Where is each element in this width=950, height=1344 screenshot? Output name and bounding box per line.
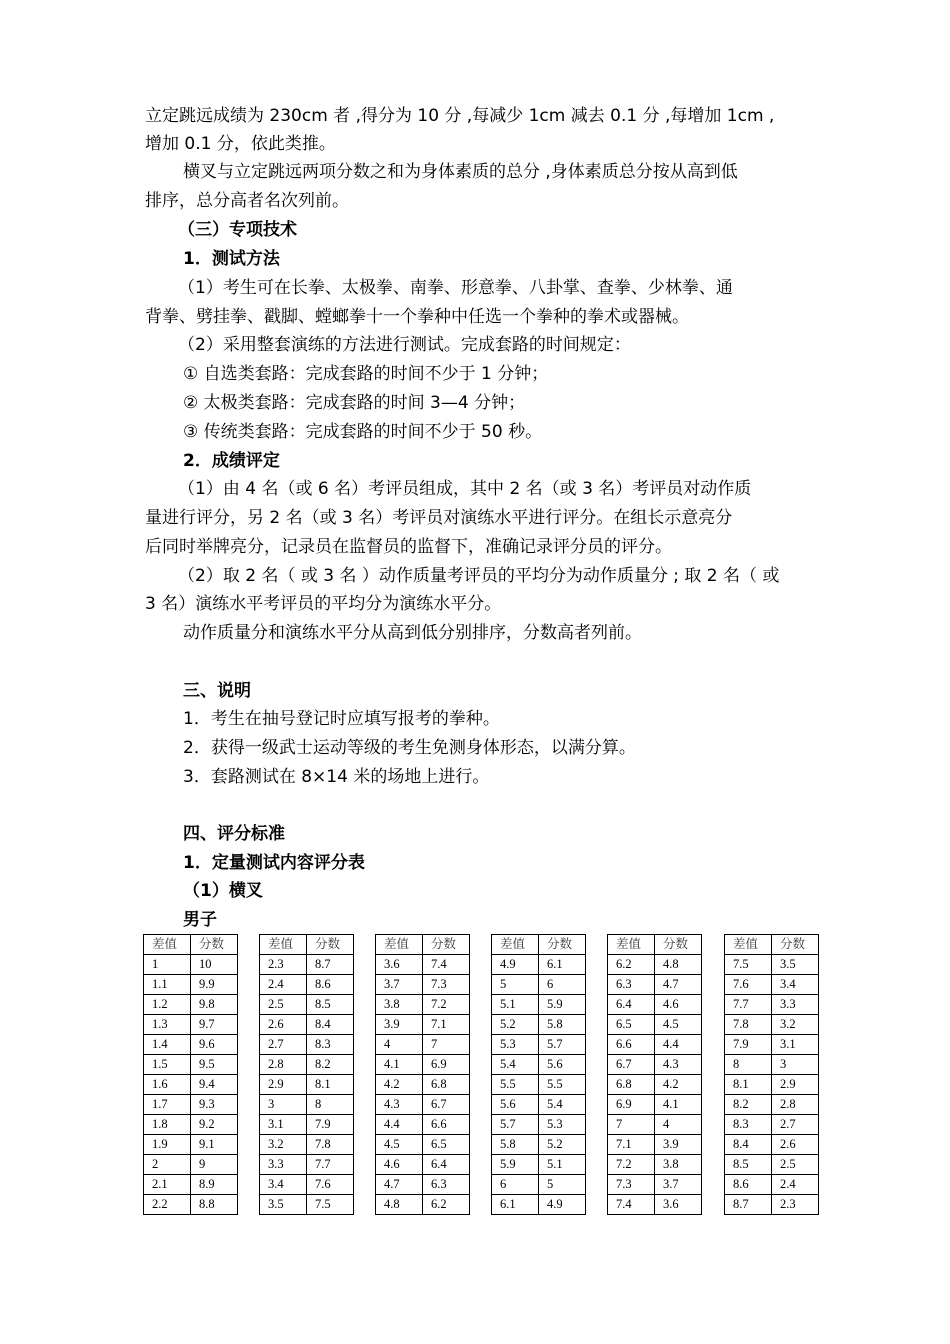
- header-diff: 差值: [376, 935, 423, 955]
- table-row: [725, 1115, 819, 1135]
- header-score: 分数: [539, 935, 586, 955]
- cell-score: 5.2: [539, 1135, 586, 1155]
- cell-score: 4: [655, 1115, 702, 1135]
- cell-score: 5.5: [539, 1075, 586, 1095]
- cell-diff: 3.6: [376, 955, 423, 975]
- cell-diff: 1.5: [144, 1055, 191, 1075]
- header-diff: 差值: [725, 935, 772, 955]
- cell-score: 3.1: [772, 1035, 819, 1055]
- cell-score: 5.3: [539, 1115, 586, 1135]
- table-header-row: [492, 935, 586, 955]
- cell-score: 9.6: [191, 1035, 238, 1055]
- cell-diff: 5.9: [492, 1155, 539, 1175]
- cell-score: 7.6: [307, 1175, 354, 1195]
- table-row: [376, 1015, 470, 1035]
- table-row: [608, 975, 702, 995]
- cell-diff: 7.1: [608, 1135, 655, 1155]
- table-row: [725, 975, 819, 995]
- cell-diff: 1.3: [144, 1015, 191, 1035]
- table-row: [725, 1075, 819, 1095]
- cell-score: 3.5: [772, 955, 819, 975]
- cell-diff: 6.5: [608, 1015, 655, 1035]
- header-diff: 差值: [144, 935, 191, 955]
- cell-score: 10: [191, 955, 238, 975]
- cell-diff: 1.6: [144, 1075, 191, 1095]
- cell-diff: 3.1: [260, 1115, 307, 1135]
- cell-diff: 4.6: [376, 1155, 423, 1175]
- cell-score: 3.2: [772, 1015, 819, 1035]
- cell-score: 7.4: [423, 955, 470, 975]
- table-row: [376, 1195, 470, 1215]
- paragraph-line: （1）考生可在长拳、太极拳、南拳、形意拳、八卦掌、查拳、少林拳、通: [178, 278, 733, 298]
- header-diff: 差值: [608, 935, 655, 955]
- paragraph-line: 排序，总分高者名次列前。: [145, 191, 349, 211]
- cell-score: 2.9: [772, 1075, 819, 1095]
- subsection-heading: （1）横叉: [183, 881, 263, 901]
- table-row: [492, 1035, 586, 1055]
- cell-score: 3.6: [655, 1195, 702, 1215]
- paragraph-line: 背拳、劈挂拳、戳脚、螳螂拳十一个拳种中任选一个拳种的拳术或器械。: [145, 307, 689, 327]
- score-table: [143, 934, 238, 1215]
- table-row: [608, 1095, 702, 1115]
- cell-diff: 6.8: [608, 1075, 655, 1095]
- cell-score: 9.7: [191, 1015, 238, 1035]
- table-row: [144, 1135, 238, 1155]
- table-row: [260, 1115, 354, 1135]
- cell-score: 9.3: [191, 1095, 238, 1115]
- cell-score: 7.8: [307, 1135, 354, 1155]
- cell-diff: 7: [608, 1115, 655, 1135]
- cell-diff: 8.2: [725, 1095, 772, 1115]
- cell-diff: 6.6: [608, 1035, 655, 1055]
- table-row: [144, 995, 238, 1015]
- cell-diff: 4.2: [376, 1075, 423, 1095]
- table-header-row: [260, 935, 354, 955]
- cell-diff: 1.1: [144, 975, 191, 995]
- cell-score: 3: [772, 1055, 819, 1075]
- cell-score: 5.9: [539, 995, 586, 1015]
- header-score: 分数: [655, 935, 702, 955]
- cell-score: 5.6: [539, 1055, 586, 1075]
- cell-diff: 2.7: [260, 1035, 307, 1055]
- cell-diff: 2: [144, 1155, 191, 1175]
- paragraph-line: 3 名）演练水平考评员的平均分为演练水平分。: [145, 594, 502, 614]
- cell-diff: 3.8: [376, 995, 423, 1015]
- cell-score: 6.9: [423, 1055, 470, 1075]
- table-header-row: [725, 935, 819, 955]
- cell-diff: 2.6: [260, 1015, 307, 1035]
- cell-diff: 5.6: [492, 1095, 539, 1115]
- cell-score: 5: [539, 1175, 586, 1195]
- table-row: [725, 1135, 819, 1155]
- table-row: [608, 1075, 702, 1095]
- cell-diff: 1.7: [144, 1095, 191, 1115]
- cell-diff: 6.2: [608, 955, 655, 975]
- cell-diff: 5.1: [492, 995, 539, 1015]
- cell-diff: 7.2: [608, 1155, 655, 1175]
- score-table: [607, 934, 702, 1215]
- cell-diff: 2.3: [260, 955, 307, 975]
- table-row: [492, 1195, 586, 1215]
- paragraph-line: 量进行评分，另 2 名（或 3 名）考评员对演练水平进行评分。在组长示意亮分: [145, 508, 733, 528]
- cell-score: 3.4: [772, 975, 819, 995]
- cell-diff: 1.9: [144, 1135, 191, 1155]
- cell-diff: 2.4: [260, 975, 307, 995]
- cell-diff: 3.5: [260, 1195, 307, 1215]
- cell-score: 6.3: [423, 1175, 470, 1195]
- cell-diff: 8.7: [725, 1195, 772, 1215]
- cell-diff: 3.9: [376, 1015, 423, 1035]
- table-row: [260, 955, 354, 975]
- cell-diff: 2.1: [144, 1175, 191, 1195]
- table-row: [260, 975, 354, 995]
- table-row: [608, 1155, 702, 1175]
- cell-diff: 1.4: [144, 1035, 191, 1055]
- cell-diff: 6.4: [608, 995, 655, 1015]
- table-row: [260, 995, 354, 1015]
- cell-diff: 7.9: [725, 1035, 772, 1055]
- table-row: [144, 1115, 238, 1135]
- paragraph-line: 增加 0.1 分，依此类推。: [145, 134, 336, 154]
- table-row: [260, 1095, 354, 1115]
- cell-diff: 3.4: [260, 1175, 307, 1195]
- score-table: [724, 934, 819, 1215]
- cell-score: 2.8: [772, 1095, 819, 1115]
- table-row: [376, 1075, 470, 1095]
- cell-score: 9.8: [191, 995, 238, 1015]
- table-row: [608, 955, 702, 975]
- table-row: [144, 1015, 238, 1035]
- cell-diff: 5.7: [492, 1115, 539, 1135]
- table-row: [608, 1195, 702, 1215]
- table-row: [376, 1155, 470, 1175]
- cell-score: 4.5: [655, 1015, 702, 1035]
- cell-diff: 1.8: [144, 1115, 191, 1135]
- table-row: [492, 1095, 586, 1115]
- cell-diff: 7.4: [608, 1195, 655, 1215]
- paragraph-line: 立定跳远成绩为 230cm 者 ,得分为 10 分 ,每减少 1cm 减去 0.1 分 ,每增加 1cm ,: [145, 106, 775, 126]
- cell-diff: 2.8: [260, 1055, 307, 1075]
- table-row: [608, 1015, 702, 1035]
- cell-diff: 4.5: [376, 1135, 423, 1155]
- cell-score: 5.8: [539, 1015, 586, 1035]
- cell-score: 9: [191, 1155, 238, 1175]
- cell-score: 6.6: [423, 1115, 470, 1135]
- cell-diff: 7.6: [725, 975, 772, 995]
- table-row: [376, 1055, 470, 1075]
- cell-diff: 6.9: [608, 1095, 655, 1115]
- table-caption: 男子: [183, 910, 217, 930]
- table-row: [376, 975, 470, 995]
- table-header-row: [376, 935, 470, 955]
- cell-diff: 8.4: [725, 1135, 772, 1155]
- table-row: [376, 1175, 470, 1195]
- cell-diff: 7.3: [608, 1175, 655, 1195]
- cell-score: 6.5: [423, 1135, 470, 1155]
- table-row: [144, 1055, 238, 1075]
- table-row: [492, 955, 586, 975]
- cell-score: 4.9: [539, 1195, 586, 1215]
- cell-diff: 4: [376, 1035, 423, 1055]
- score-table-block: [259, 934, 354, 1215]
- cell-score: 6.7: [423, 1095, 470, 1115]
- cell-score: 2.6: [772, 1135, 819, 1155]
- cell-diff: 5: [492, 975, 539, 995]
- table-row: [492, 1155, 586, 1175]
- cell-score: 8.6: [307, 975, 354, 995]
- cell-score: 2.5: [772, 1155, 819, 1175]
- score-table: [259, 934, 354, 1215]
- paragraph-line: （2）取 2 名（ 或 3 名 ）动作质量考评员的平均分为动作质量分 ; 取 2 名（ 或: [178, 566, 780, 586]
- header-diff: 差值: [260, 935, 307, 955]
- cell-diff: 8: [725, 1055, 772, 1075]
- cell-score: 5.7: [539, 1035, 586, 1055]
- table-row: [725, 1175, 819, 1195]
- table-row: [260, 1035, 354, 1055]
- cell-score: 7.3: [423, 975, 470, 995]
- list-item: ① 自选类套路：完成套路的时间不少于 1 分钟；: [183, 364, 549, 384]
- table-row: [376, 1135, 470, 1155]
- paragraph-line: 后同时举牌亮分，记录员在监督员的监督下，准确记录评分员的评分。: [145, 537, 672, 557]
- cell-diff: 6.7: [608, 1055, 655, 1075]
- cell-score: 7.9: [307, 1115, 354, 1135]
- cell-diff: 3.7: [376, 975, 423, 995]
- cell-diff: 6: [492, 1175, 539, 1195]
- cell-score: 7: [423, 1035, 470, 1055]
- score-table-block: [375, 934, 470, 1215]
- score-table: [491, 934, 586, 1215]
- cell-score: 3.9: [655, 1135, 702, 1155]
- cell-diff: 5.5: [492, 1075, 539, 1095]
- table-row: [492, 995, 586, 1015]
- table-row: [492, 975, 586, 995]
- cell-diff: 1.2: [144, 995, 191, 1015]
- cell-score: 9.2: [191, 1115, 238, 1135]
- table-row: [492, 1135, 586, 1155]
- paragraph-line: 动作质量分和演练水平分从高到低分别排序，分数高者列前。: [183, 623, 642, 643]
- cell-diff: 2.5: [260, 995, 307, 1015]
- cell-diff: 3.3: [260, 1155, 307, 1175]
- cell-diff: 7.8: [725, 1015, 772, 1035]
- cell-score: 4.2: [655, 1075, 702, 1095]
- cell-diff: 1: [144, 955, 191, 975]
- cell-score: 4.6: [655, 995, 702, 1015]
- cell-diff: 8.6: [725, 1175, 772, 1195]
- cell-score: 8.1: [307, 1075, 354, 1095]
- cell-diff: 7.7: [725, 995, 772, 1015]
- table-row: [725, 1055, 819, 1075]
- table-row: [725, 1015, 819, 1035]
- cell-diff: 5.8: [492, 1135, 539, 1155]
- table-row: [376, 955, 470, 975]
- table-row: [725, 1035, 819, 1055]
- table-row: [376, 995, 470, 1015]
- cell-diff: 5.3: [492, 1035, 539, 1055]
- table-row: [608, 1135, 702, 1155]
- cell-score: 8.4: [307, 1015, 354, 1035]
- list-item: ② 太极类套路：完成套路的时间 3—4 分钟；: [183, 393, 526, 413]
- cell-score: 9.9: [191, 975, 238, 995]
- cell-score: 2.4: [772, 1175, 819, 1195]
- subsection-heading: 1．测试方法: [183, 249, 280, 269]
- cell-score: 8.8: [191, 1195, 238, 1215]
- cell-score: 7.2: [423, 995, 470, 1015]
- cell-diff: 4.3: [376, 1095, 423, 1115]
- cell-score: 6.2: [423, 1195, 470, 1215]
- score-table-block: [491, 934, 586, 1215]
- cell-diff: 8.1: [725, 1075, 772, 1095]
- cell-score: 6.1: [539, 955, 586, 975]
- table-row: [376, 1115, 470, 1135]
- cell-score: 5.4: [539, 1095, 586, 1115]
- table-row: [608, 1035, 702, 1055]
- list-item: 3．套路测试在 8×14 米的场地上进行。: [183, 767, 490, 787]
- list-item: 2．获得一级武士运动等级的考生免测身体形态，以满分算。: [183, 738, 636, 758]
- cell-score: 7.1: [423, 1015, 470, 1035]
- table-row: [725, 995, 819, 1015]
- cell-score: 4.3: [655, 1055, 702, 1075]
- cell-score: 8.9: [191, 1175, 238, 1195]
- cell-score: 7.5: [307, 1195, 354, 1215]
- section-heading: （三）专项技术: [178, 220, 297, 240]
- table-row: [492, 1055, 586, 1075]
- cell-score: 2.7: [772, 1115, 819, 1135]
- score-table: [375, 934, 470, 1215]
- table-row: [144, 975, 238, 995]
- header-score: 分数: [307, 935, 354, 955]
- header-score: 分数: [423, 935, 470, 955]
- table-row: [376, 1035, 470, 1055]
- cell-score: 6.8: [423, 1075, 470, 1095]
- cell-diff: 4.1: [376, 1055, 423, 1075]
- cell-score: 3.3: [772, 995, 819, 1015]
- table-row: [376, 1095, 470, 1115]
- cell-diff: 4.4: [376, 1115, 423, 1135]
- table-row: [725, 1195, 819, 1215]
- table-row: [260, 1155, 354, 1175]
- cell-diff: 8.5: [725, 1155, 772, 1175]
- table-row: [144, 1155, 238, 1175]
- subsection-heading: 1．定量测试内容评分表: [183, 853, 365, 873]
- table-header-row: [608, 935, 702, 955]
- list-item: ③ 传统类套路：完成套路的时间不少于 50 秒。: [183, 422, 543, 442]
- cell-score: 6: [539, 975, 586, 995]
- table-row: [144, 1095, 238, 1115]
- table-row: [492, 1015, 586, 1035]
- table-row: [260, 1175, 354, 1195]
- cell-diff: 5.4: [492, 1055, 539, 1075]
- cell-score: 8.5: [307, 995, 354, 1015]
- table-row: [144, 1195, 238, 1215]
- cell-score: 3.7: [655, 1175, 702, 1195]
- table-row: [144, 1075, 238, 1095]
- cell-score: 8.2: [307, 1055, 354, 1075]
- section-heading: 三、说明: [183, 681, 251, 701]
- table-row: [260, 1075, 354, 1095]
- cell-score: 9.1: [191, 1135, 238, 1155]
- table-row: [608, 995, 702, 1015]
- table-row: [260, 1015, 354, 1035]
- table-header-row: [144, 935, 238, 955]
- table-row: [260, 1055, 354, 1075]
- cell-score: 5.1: [539, 1155, 586, 1175]
- cell-diff: 4.7: [376, 1175, 423, 1195]
- cell-diff: 2.2: [144, 1195, 191, 1215]
- table-row: [260, 1195, 354, 1215]
- cell-score: 8: [307, 1095, 354, 1115]
- cell-score: 4.4: [655, 1035, 702, 1055]
- cell-diff: 4.9: [492, 955, 539, 975]
- cell-diff: 8.3: [725, 1115, 772, 1135]
- cell-score: 9.5: [191, 1055, 238, 1075]
- cell-score: 7.7: [307, 1155, 354, 1175]
- header-score: 分数: [191, 935, 238, 955]
- table-row: [260, 1135, 354, 1155]
- table-row: [725, 1155, 819, 1175]
- cell-score: 6.4: [423, 1155, 470, 1175]
- table-row: [492, 1075, 586, 1095]
- cell-diff: 4.8: [376, 1195, 423, 1215]
- table-row: [492, 1115, 586, 1135]
- cell-diff: 6.3: [608, 975, 655, 995]
- cell-diff: 7.5: [725, 955, 772, 975]
- cell-score: 8.7: [307, 955, 354, 975]
- table-row: [492, 1175, 586, 1195]
- score-table-block: [143, 934, 238, 1215]
- score-table-block: [724, 934, 819, 1215]
- score-table-block: [607, 934, 702, 1215]
- table-row: [144, 1035, 238, 1055]
- cell-score: 2.3: [772, 1195, 819, 1215]
- cell-score: 8.3: [307, 1035, 354, 1055]
- cell-score: 3.8: [655, 1155, 702, 1175]
- table-row: [608, 1175, 702, 1195]
- table-row: [144, 955, 238, 975]
- section-heading: 四、评分标准: [183, 824, 285, 844]
- cell-score: 4.1: [655, 1095, 702, 1115]
- table-row: [144, 1175, 238, 1195]
- cell-diff: 3.2: [260, 1135, 307, 1155]
- cell-diff: 6.1: [492, 1195, 539, 1215]
- cell-score: 4.7: [655, 975, 702, 995]
- cell-score: 4.8: [655, 955, 702, 975]
- paragraph-line: 横叉与立定跳远两项分数之和为身体素质的总分 ,身体素质总分按从高到低: [183, 162, 738, 182]
- cell-diff: 2.9: [260, 1075, 307, 1095]
- header-score: 分数: [772, 935, 819, 955]
- table-row: [725, 1095, 819, 1115]
- table-row: [608, 1055, 702, 1075]
- cell-diff: 5.2: [492, 1015, 539, 1035]
- paragraph-line: （2）采用整套演练的方法进行测试。完成套路的时间规定：: [178, 335, 631, 355]
- list-item: 1．考生在抽号登记时应填写报考的拳种。: [183, 709, 500, 729]
- table-row: [725, 955, 819, 975]
- cell-diff: 3: [260, 1095, 307, 1115]
- cell-score: 9.4: [191, 1075, 238, 1095]
- table-row: [608, 1115, 702, 1135]
- subsection-heading: 2．成绩评定: [183, 451, 280, 471]
- paragraph-line: （1）由 4 名（或 6 名）考评员组成，其中 2 名（或 3 名）考评员对动作质: [178, 479, 752, 499]
- header-diff: 差值: [492, 935, 539, 955]
